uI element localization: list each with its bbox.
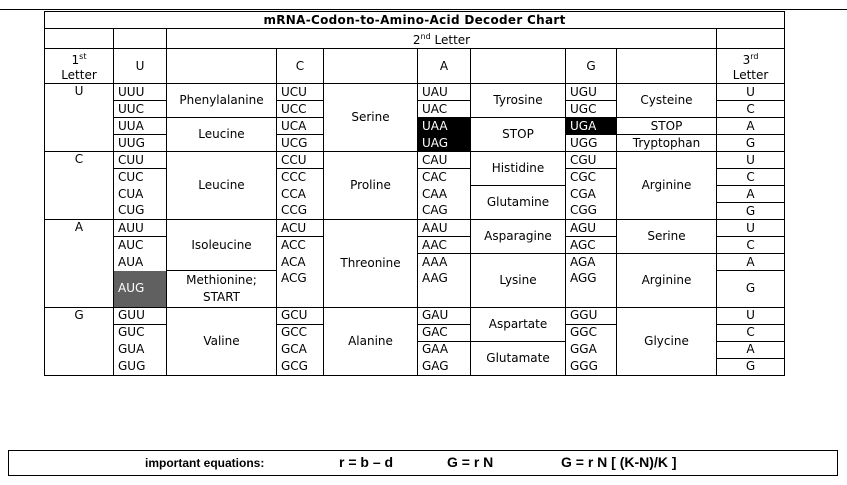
third-letter: G <box>717 203 785 220</box>
codon: AUU <box>114 220 167 237</box>
stop-label: STOP <box>471 118 566 152</box>
codon: AUC <box>114 237 167 254</box>
table-row <box>45 84 785 101</box>
codon: UAU <box>418 84 471 101</box>
codon: UCA <box>277 118 324 135</box>
chart-title: mRNA-Codon-to-Amino-Acid Decoder Chart <box>45 12 785 29</box>
third-letter: C <box>717 101 785 118</box>
amino-acid: Histidine <box>471 152 566 186</box>
amino-acid: Arginine <box>617 254 717 308</box>
equation-logistic: G = r N [ (K-N)/K ] <box>561 454 677 470</box>
codon: CUG <box>114 203 167 220</box>
third-letter: U <box>717 152 785 169</box>
third-letter: A <box>717 186 785 203</box>
codon: CUU <box>114 152 167 169</box>
amino-acid: Glycine <box>617 307 717 375</box>
equations-box <box>8 450 838 476</box>
codon: GCA <box>277 341 324 358</box>
third-letter: C <box>717 169 785 186</box>
stop-codon: UAA <box>418 118 471 135</box>
second-letter-u: U <box>114 49 167 84</box>
codon: GGG <box>566 358 617 375</box>
first-letter-header: 1st Letter <box>45 49 114 84</box>
third-letter: U <box>717 307 785 324</box>
codon-decoder-table <box>44 11 785 376</box>
codon: CGC <box>566 169 617 186</box>
header-row <box>45 49 785 84</box>
codon: GAC <box>418 324 471 341</box>
second-letter-row <box>45 29 785 49</box>
amino-acid: Glutamate <box>471 341 566 375</box>
table-row <box>45 152 785 169</box>
codon: CGG <box>566 203 617 220</box>
third-letter-header: 3rd Letter <box>717 49 785 84</box>
codon: CUA <box>114 186 167 203</box>
amino-acid: Threonine <box>324 220 418 308</box>
codon: UCU <box>277 84 324 101</box>
amino-acid: Phenylalanine <box>167 84 277 118</box>
second-letter-a: A <box>418 49 471 84</box>
first-letter-a: A <box>45 220 114 308</box>
amino-acid: Serine <box>617 220 717 254</box>
amino-acid: Proline <box>324 152 418 220</box>
codon: GUU <box>114 307 167 324</box>
amino-acid: Leucine <box>167 118 277 152</box>
codon: AGU <box>566 220 617 237</box>
codon: GGU <box>566 307 617 324</box>
codon: AAC <box>418 237 471 254</box>
codon: AGC <box>566 237 617 254</box>
table-row <box>45 220 785 237</box>
title-row <box>45 12 785 29</box>
codon: GUG <box>114 358 167 375</box>
codon: CUC <box>114 169 167 186</box>
amino-acid: Arginine <box>617 152 717 220</box>
top-rule <box>0 9 847 10</box>
codon: UUC <box>114 101 167 118</box>
second-letter-label: 2nd Letter <box>167 29 717 49</box>
equation-growth-rate: r = b – d <box>339 454 394 470</box>
amino-acid: Cysteine <box>617 84 717 118</box>
codon: UUA <box>114 118 167 135</box>
amino-acid: Serine <box>324 84 418 152</box>
codon: GGA <box>566 341 617 358</box>
codon: CAC <box>418 169 471 186</box>
amino-acid: Isoleucine <box>167 220 277 271</box>
codon: CAG <box>418 203 471 220</box>
codon: CCU <box>277 152 324 169</box>
codon: CGU <box>566 152 617 169</box>
codon: CCC <box>277 169 324 186</box>
equation-exponential: G = r N <box>447 454 494 470</box>
codon: AGA <box>566 254 617 271</box>
amino-acid: Glutamine <box>471 186 566 220</box>
third-letter: A <box>717 341 785 358</box>
codon: AGG <box>566 271 617 308</box>
third-letter: G <box>717 358 785 375</box>
codon: ACC <box>277 237 324 254</box>
codon: CAU <box>418 152 471 169</box>
codon: ACA <box>277 254 324 271</box>
third-letter: C <box>717 237 785 254</box>
codon: GUC <box>114 324 167 341</box>
codon: GCC <box>277 324 324 341</box>
first-letter-u: U <box>45 84 114 152</box>
amino-acid: Tyrosine <box>471 84 566 118</box>
codon: UGU <box>566 84 617 101</box>
second-letter-g: G <box>566 49 617 84</box>
codon: GCG <box>277 358 324 375</box>
third-letter: A <box>717 254 785 271</box>
start-codon: AUG <box>114 271 167 308</box>
codon: UCG <box>277 135 324 152</box>
first-letter-c: C <box>45 152 114 220</box>
codon: UGG <box>566 135 617 152</box>
amino-acid: Asparagine <box>471 220 566 254</box>
third-letter: U <box>717 220 785 237</box>
third-letter: A <box>717 118 785 135</box>
amino-acid: Alanine <box>324 307 418 375</box>
codon: UGC <box>566 101 617 118</box>
stop-label: STOP <box>617 118 717 135</box>
second-letter-c: C <box>277 49 324 84</box>
amino-acid: Aspartate <box>471 307 566 341</box>
codon: CCG <box>277 203 324 220</box>
codon: AAA <box>418 254 471 271</box>
third-letter: G <box>717 271 785 308</box>
amino-acid: Valine <box>167 307 277 375</box>
codon: GAA <box>418 341 471 358</box>
codon: CGA <box>566 186 617 203</box>
codon: UCC <box>277 101 324 118</box>
codon: GAU <box>418 307 471 324</box>
amino-acid: Leucine <box>167 152 277 220</box>
third-letter: G <box>717 135 785 152</box>
amino-acid: Lysine <box>471 254 566 308</box>
codon: UUU <box>114 84 167 101</box>
third-letter: U <box>717 84 785 101</box>
codon: GAG <box>418 358 471 375</box>
codon: CCA <box>277 186 324 203</box>
codon: GCU <box>277 307 324 324</box>
equations-label: important equations: <box>145 456 265 470</box>
codon: UUG <box>114 135 167 152</box>
table-row <box>45 307 785 324</box>
codon: ACU <box>277 220 324 237</box>
stop-codon: UGA <box>566 118 617 135</box>
codon: CAA <box>418 186 471 203</box>
codon: AAU <box>418 220 471 237</box>
start-amino-acid: Methionine; START <box>167 271 277 308</box>
codon: GGC <box>566 324 617 341</box>
codon: AUA <box>114 254 167 271</box>
amino-acid: Tryptophan <box>617 135 717 152</box>
first-letter-g: G <box>45 307 114 375</box>
codon: UAC <box>418 101 471 118</box>
stop-codon: UAG <box>418 135 471 152</box>
codon: ACG <box>277 271 324 308</box>
codon: AAG <box>418 271 471 308</box>
third-letter: C <box>717 324 785 341</box>
codon: GUA <box>114 341 167 358</box>
